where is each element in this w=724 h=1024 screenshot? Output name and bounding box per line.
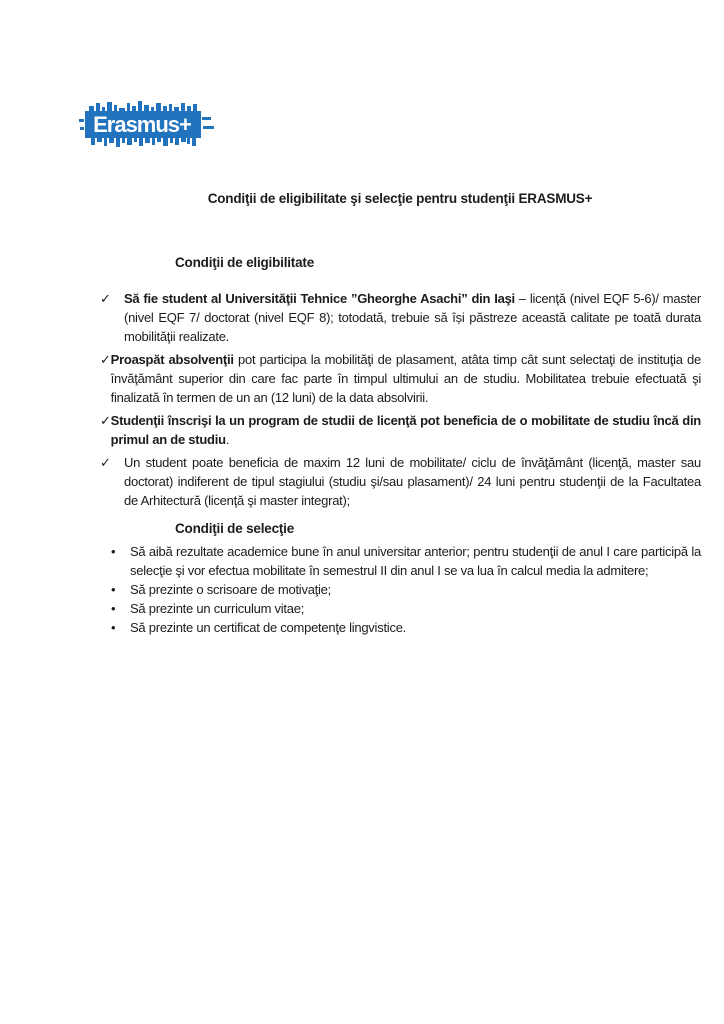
page-title: Condiţii de eligibilitate şi selecţie pentru studenţii ERASMUS+ [207,191,593,206]
list-item [100,618,701,637]
selection-heading: Condiţii de selecţie [175,521,295,536]
list-item-text: Să prezinte un curriculum vitae; [130,601,305,616]
erasmus-logo [79,96,214,154]
erasmus-logo-text: Erasmus+ [93,112,191,137]
list-item [100,542,701,580]
eligibility-list [100,289,701,514]
list-item-text: Să aibă rezultate academice bune în anul universitar anterior; pentru studenţii de anul I care participă la selecţie şi vor efectua mobilitate în semestrul II din anul I se va lua în calcul media la admitere; [130,544,701,578]
bullet-icon: • [111,601,116,616]
bullet-icon: • [111,620,116,635]
checkmark-icon: ✓ [100,413,111,428]
list-item-text: Un student poate beneficia de maxim 12 luni de mobilitate/ ciclu de învăţământ (licenţă, master sau doctorat) indiferent de tipul stagiului (studiu şi/sau plasament)/ 24 luni pentru studenţii de la Facultatea de Arhitectură (licenţă şi master integrat); [124,455,701,508]
list-item [100,580,701,599]
list-item-text: Să prezinte un certificat de competenţe lingvistice. [130,620,407,635]
bullet-icon: • [111,582,116,597]
list-item [100,350,701,407]
bullet-icon: • [111,544,116,559]
list-item [100,411,701,449]
list-item-text: Să prezinte o scrisoare de motivaţie; [130,582,332,597]
list-item-text: Studenţii înscrişi la un program de studii de licenţă pot beneficia de o mobilitate de studiu încă din primul an de studiu. [110,413,701,447]
list-item-text: Să fie student al Universităţii Tehnice ”Gheorghe Asachi” din Iaşi – licenţă (nivel EQF 5-6)/ master (nivel EQF 7/ doctorat (nivel EQF 8); totodată, trebuie să își păstreze această calitate pe toată durata mobilităţii realizate. [124,291,701,344]
list-item [100,289,701,346]
list-item-text: Proaspăt absolvenţii pot participa la mobilităţi de plasament, atâta timp cât sunt selectaţi de instituţia de învăţământ superior din care fac parte în timpul ultimului an de studiu. Mobilitatea trebuie efectuată şi finalizată în termen de un an (12 luni) de la data absolvirii. [110,352,701,405]
list-item [100,599,701,618]
eligibility-heading: Condiţii de eligibilitate [175,255,315,270]
checkmark-icon: ✓ [100,455,111,470]
list-item [100,453,701,510]
checkmark-icon: ✓ [100,291,111,306]
selection-list [100,542,701,637]
checkmark-icon: ✓ [100,352,111,367]
erasmus-logo-graphic [79,96,214,154]
